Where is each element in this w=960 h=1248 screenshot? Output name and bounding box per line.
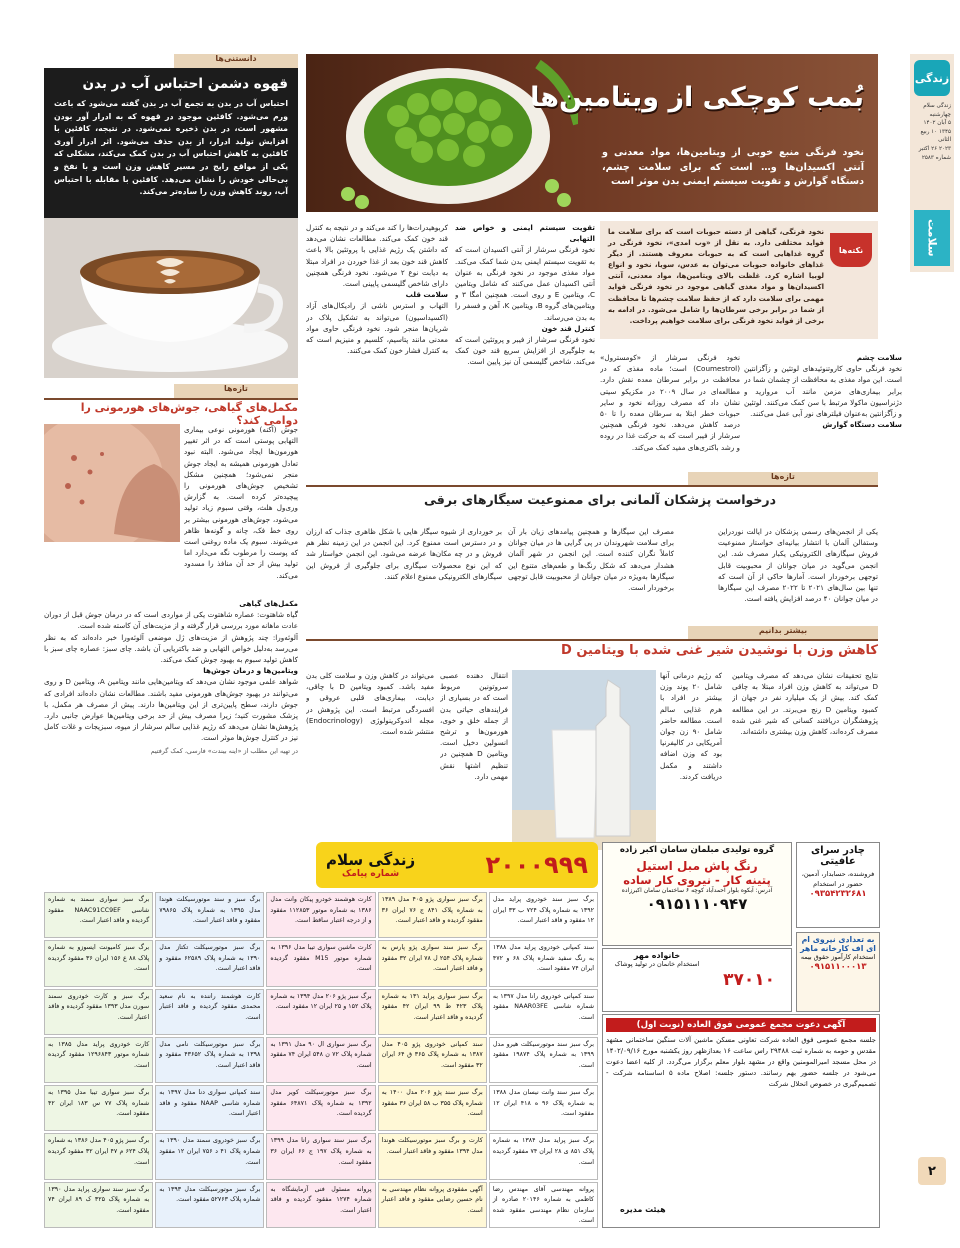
divider xyxy=(306,485,878,487)
classified-ad: برگ سبز سواری تیبا مدل ۱۳۹۵ به شماره پلاک ۷۷ س ۱۸۳ ایران ۴۲ مفقود است. xyxy=(44,1085,153,1131)
milk-tag xyxy=(688,626,878,639)
classified-ad: برگ سبز موتورسیکلت نامی مدل ۱۳۹۸ به شماره پلاک ۴۳۶۵۲ مفقود و فاقد اعتبار است. xyxy=(155,1037,264,1083)
tag-label: تازه‌ها xyxy=(771,472,795,481)
acne-body xyxy=(44,546,298,864)
ecig-col3: بر خورداری از شیوه سیگار هایی با شکل ظاهری جذاب که ارزان و در دسترس است ممنوع کرد. این انجمن در این زمینه نظر هم فروش و در چه مکان‌ها عرضه می‌شود. این انجمن خواستار شد که این نوع محصولات سیگاری برای جلوگیری از فروش این سیگارهای الکترونیکی ممنوع اعلام کنند. xyxy=(306,527,502,581)
peas-col3 xyxy=(306,222,448,472)
acne-text: شواهد علمی موجود نشان می‌دهد که ویتامین‌هایی مانند ویتامین A، ویتامین D و روی می‌توانند در بهبود جوش‌های هورمونی مفید باشند. مطالعات نشان داده‌اند افرادی که جوش دارند، سطح پایین‌تری از این ویتامین‌ها دارند. پیش از مصرف هر مکمل، با پزشک مشورت کنید؛ زیرا مصرف بیش از حد برخی ویتامین‌ها عوارض جانبی دارد. پژوهش‌ها نشان می‌دهد که رژیم غذایی سالم سرشار از میوه، سبزیجات و غلات کامل نیز در کنترل جوش‌ها موثر است. xyxy=(44,677,298,743)
sms-title: زندگی سلام xyxy=(326,851,416,869)
classified-ad: برگ سبز موتورسیکلت تکتاز مدل ۱۳۹۰ به شماره پلاک ۶۲۵۸۹ مفقود و فاقد اعتبار است. xyxy=(155,940,264,986)
classified-ad: کارت خودروی پراید مدل ۱۳۸۵ به شماره موتور ۱۲۹۶۸۴۳ مفقود گردیده است. xyxy=(44,1037,153,1083)
classified-ad: برگ سبز پراید مدل ۱۳۸۴ به شماره پلاک ۸۵۱ ی ۲۸ ایران ۷۴ مفقود گردیده است. xyxy=(489,1133,598,1179)
classified-ad: سند کمپانی خودروی رانا مدل ۱۳۹۷ به شماره شاسی NAAR03FE مفقود است. xyxy=(489,989,598,1035)
classified-ad: برگ سبز سواری پراید ۱۳۱ به شماره پلاک ۴۲۳ ط ۹۹ ایران ۴۲ مفقود گردیده و فاقد اعتبار است. xyxy=(378,989,487,1035)
classified-ad: برگ سبز و کارت خودروی سمند سورن مدل ۱۳۹۳ مفقود گردیده و فاقد اعتبار است. xyxy=(44,989,153,1035)
sms-banner xyxy=(316,842,598,888)
ad-body: فروشنده، حسابدار، آدمین، حضور در استخدام xyxy=(801,870,875,888)
classified-ad: برگ سبز موتورسیکلت کویر مدل ۱۳۹۲ به شماره پلاک ۶۴۸۷۱ مفقود گردیده است. xyxy=(266,1085,375,1131)
classifieds-grid xyxy=(44,892,598,1228)
sms-number: ۲۰۰۰۹۹۹ xyxy=(485,851,588,879)
acne-tag xyxy=(174,384,298,398)
classified-ad: برگ سبز سند خودروی پراید مدل ۱۳۹۲ به شماره پلاک ۷۲۴ ب ۳۳ ایران ۱۲ مفقود و فاقد اعتبار است. xyxy=(489,892,598,938)
notice-signature: هیئت مدیره xyxy=(620,1205,666,1214)
acne-sub-vitamins: ویتامین‌ها و درمان جوش‌ها xyxy=(203,666,298,676)
acne-text: گیاه شاهتوت: عصاره شاهتوت یکی از مواردی است که در درمان جوش قبل از دوران عادت ماهانه مورد بررسی قرار گرفته و از مزیت‌های آن کاسته شده است. xyxy=(44,610,298,631)
notice-body: جلسه مجمع عمومی فوق العاده شرکت تعاونی مسکن ماشین آلات سنگین ساختمانی مشهد مقدس و حومه به شماره ثبت ۲۹۴۸۸ راس ساعت ۱۶ بعدازظهر روز یکشنبه مورخ ۱۴۰۲/۰۹/۱۶ در محل مسجد امیرالمومنین واقع در مشهد بلوار معلم برگزار می‌گردد. از کلیه اعضا دعوت می‌شود در جلسه حضور بهم رسانند. دستور جلسه: اصلاح ماده ۵ اساسنامه شرکت - تصمیم‌گیری در خصوص انحلال شرکت xyxy=(606,1036,876,1088)
classified-ad: برگ سبز موتورسیکلت مدل ۱۳۹۳ به شماره پلاک ۵۲۷۶۳ مفقود است. xyxy=(155,1182,264,1228)
milk-glass-image xyxy=(512,670,656,850)
tag-label: تازه‌ها xyxy=(224,384,248,393)
peas-text: نخود فرنگی سرشار از آنتی اکسیدان است که به تقویت سیستم ایمنی بدن شما کمک می‌کند. مواد مغذی موجود در نخود فرنگی به عنوان آنتی اکسیدان عمل می‌کنند که شامل ویتامین C، ویتامین E و روی است. همچنین امگا ۳ و ویتامین‌های گروه B، ویتامین K، آهن و فسفر را به بدن می‌رساند. xyxy=(455,245,595,322)
classified-ad: برگ سبز پژو ۲۰۶ مدل ۱۳۹۴ به شماره پلاک ۱۵۲ و ۲۵ ایران ۱۲ مفقود است. xyxy=(266,989,375,1035)
nurse-ad xyxy=(796,932,880,1012)
divider xyxy=(306,639,878,641)
peas-sub-eye: سلامت چشم xyxy=(856,353,902,362)
ad-address: آدرس: آبکوه بلوار احمدآباد کوچه ۶ ساختمان سامان اکبرزاده xyxy=(621,887,773,894)
peas-text: نخود فرنگی حاوی کاروتنوئیدهای لوتئین و زآگزانتین است. این مواد مغذی به محافظت از چشمان شما در برابر بیماری‌های مزمن مانند آب مروارید و دژنراسیون ماکولا مرتبط با سن کمک می‌کنند. لوتئین و زآگزانتین به‌عنوان فیلترهای نور آبی عمل می‌کنند. xyxy=(744,364,902,419)
peas-col2 xyxy=(455,222,595,472)
notice-heading: آگهی دعوت مجمع عمومی فوق العاده (نوبت اول) xyxy=(606,1018,876,1032)
coffee-body: احتباس آب در بدن به تجمع آب در بدن گفته می‌شود که باعث ورم می‌شود. کافئین موجود در قهوه که به ادرار آور بودن مشهور است، در بدن ذخیره نمی‌شود. در نتیجه، کافئین با افزایش تولید ادرار، از بدن حذف می‌شود. اثر ادرار آوری کافئین به کاهش احتباس آب در بدن کمک می‌کند، مشکلی که یکی از مواقع رایج در مسیر کاهش وزن است و با نفخ و بی‌حالی خودش را نشان می‌دهد. کافئین با مقابله با احتباس آب، روند کاهش وزن را ساده‌تر می‌کند. xyxy=(54,99,288,197)
section-label: سلامت xyxy=(914,210,950,266)
peas-sub-heart: سلامت قلب xyxy=(405,290,448,300)
classified-ad: کارت هوشمند راننده به نام سعید محمدی مفقود گردیده و فاقد اعتبار است. xyxy=(155,989,264,1035)
classified-ad: برگ سبز و سند موتورسیکلت هوندا مدل ۱۳۹۵ به شماره پلاک ۷۹۸۶۵ مفقود و فاقد اعتبار است. xyxy=(155,892,264,938)
peas-sub-immune: تقویت سیستم ایمنی و خواص ضد التهابی xyxy=(455,223,595,244)
milk-col4: می‌تواند در کاهش وزن و سلامت کلی بدن مفید باشد. کمبود ویتامین D با چاقی، دیابت، بیماری‌های قلبی عروقی و افسردگی مرتبط است. این پژوهش در مجله اندوکرینولوژی (Endocrinology) منتشر شده است. xyxy=(306,671,434,737)
milk-col1: نتایج تحقیقات نشان می‌دهد که مصرف ویتامین D می‌تواند به کاهش وزن افراد مبتلا به چاقی کمک کند. بیش از یک میلیارد نفر در جهان از کمبود ویتامین D رنج می‌برند. در این مطالعه پژوهشگران دریافتند کسانی که شیر غنی شده مصرف کرده‌اند، کاهش وزن بیشتری داشته‌اند. xyxy=(732,671,878,737)
sms-label: شماره پیامک xyxy=(342,869,400,879)
mehr-ad xyxy=(602,948,792,1012)
assembly-notice xyxy=(602,1014,880,1228)
peas-bowl-image xyxy=(318,54,578,212)
peas-title: بُمب کوچکی از ویتامین‌ها xyxy=(530,82,864,113)
tent-ad xyxy=(796,842,880,928)
milk-title: کاهش وزن با نوشیدن شیر غنی شده با ویتامین D xyxy=(561,643,878,658)
acne-intro: جوش (آکنه) هورمونی نوعی بیماری التهابی پوستی است که در اثر تغییر هورمون‌ها ایجاد می‌شود. البته نبود تعادل هورمونی همیشه به ایجاد جوش منجر نمی‌شود؛ همچنین مشکل تشخیص جوش‌های هورمونی را پیچیده‌تر کرده است. به گزارش وری‌ول هلث، وقتی سبوم زیاد تولید می‌شود، جوش‌های هورمونی بیشتر بر روی خط فک، چانه و گونه‌ها ظاهر می‌شوند. سبوم یک ماده روغنی است که پوست را مرطوب نگه می‌دارد اما تولید بیش از حد آن منافذ را مسدود می‌کند. xyxy=(184,425,298,580)
peas-col1b: نخود فرنگی سرشار از «کومسترول» (Coumestrol) است؛ ماده مغذی که در محافظت در برابر سرطان معده نقش دارد. مطالعه‌ای در سال ۲۰۰۹ در مکزیکو سیتی نشان داد که مصرف روزانه نخود و سایر حبوبات خطر ابتلا به سرطان معده را تا ۵۰ درصد کاهش می‌دهد. نخود فرنگی همچنین سرشار از فیبر است که به حرکت غذا در روده و رشد باکتری‌های مفید کمک می‌کند. xyxy=(600,353,740,452)
note-text: نخود فرنگی، گیاهی از دسته حبوبات است که برای سلامت ما فواید مختلفی دارد. به نقل از «وب امدی»، نخود فرنگی در گروه غذاهایی است که به حبوبات معروف هستند. از دیگر غذاهای خانواده حبوبات می‌توان به عدس، سویا، نخود و انواع لوبیا اشاره کرد. غلظت بالای ویتامین‌ها، مواد معدنی، آنتی اکسیدان‌ها و مواد مغذی گیاهی موجود در نخود فرنگی فواید مهمی برای سلامت دارد که از حفظ سلامت چشم‌ها تا محافظت از شما در برابر برخی سرطان‌ها را شامل می‌شود. در ادامه به برخی از فواید نخود فرنگی برای سلامت خواهیم پرداخت. xyxy=(608,228,824,325)
ad-line: پتینه کار - نیروی کار ساده xyxy=(623,873,771,887)
classified-ad: سند کمپانی سواری دنا مدل ۱۳۹۷ به شماره شاسی NAAP مفقود و فاقد اعتبار است. xyxy=(155,1085,264,1131)
classified-ad: برگ سبز پژو ۴۰۵ مدل ۱۳۸۶ به شماره پلاک ۶۲۴ م ۴۷ ایران ۳۲ مفقود گردیده است. xyxy=(44,1133,153,1179)
ad-phone: ۳۷۰۱۰ xyxy=(723,970,775,990)
classified-ad: پروانه مهندسی آقای مهندس رضا کاظمی به شماره ۲۰۱۴۶ صادره از سازمان نظام مهندسی مفقود شده است. xyxy=(489,1182,598,1228)
note-label: نکته‌ها xyxy=(830,233,872,267)
peas-col1 xyxy=(744,352,902,472)
classified-ad: برگ سبز سند موتورسیکلت هیرو مدل ۱۳۹۹ به شماره پلاک ۱۹۸۷۴ مفقود است. xyxy=(489,1037,598,1083)
logo: زندگی xyxy=(914,60,950,96)
classified-ad: برگ سبز کامیونت ایسوزو به شماره پلاک ۸۸ ع ۱۵۶ ایران ۳۶ مفقود گردیده است. xyxy=(44,940,153,986)
tag-label: دانستنی‌ها xyxy=(215,54,257,63)
peas-sub-sugar: کنترل قند خون xyxy=(541,323,595,333)
peas-header xyxy=(306,54,878,212)
ecig-col1: یکی از انجمن‌های رسمی پزشکان در ایالت نوردراین وستفالن آلمان با انتشار بیانیه‌ای خواستار ممنوعیت فروش سیگارهای الکترونیکی یکبار مصرف شد. این انجمن می‌گوید در میان جوانان از محبوبیت قابل توجهی برخوردار است. آمارها حاکی از آن است که تنها بین سال‌های ۲۰۲۱ تا ۲۰۲۲ مصرف این سیگارها در میان جوانان ۴۰ درصد افزایش یافته است. xyxy=(718,527,878,604)
coffee-tag xyxy=(174,54,298,68)
classified-ad: برگ سبز سواری ال ۹۰ مدل ۱۳۹۱ به شماره پلاک ۷۲ ن ۵۴۸ ایران ۷۴ مفقود است. xyxy=(266,1037,375,1083)
tag-label: بیشتر بدانیم xyxy=(758,626,808,635)
peas-text: کربوهیدرات‌ها را کند می‌کند و در نتیجه به کنترل قند خون کمک می‌کند. مطالعات نشان می‌دهد که داشتن یک رژیم غذایی با پروتئین بالا باعث کاهش قند خون بعد از غذا خوردن در افراد مبتلا به دیابت نوع ۲ می‌شود. نخود فرنگی همچنین دارای شاخص گلیسمی پایینی است. xyxy=(306,223,448,289)
ad-body: استخدام خانمان در تولید پوشاک xyxy=(614,960,700,968)
ecig-tag xyxy=(688,472,878,485)
peas-note xyxy=(600,221,878,339)
ad-phone: ۰۹۱۵۱۱۱۰۹۴۷ xyxy=(646,895,748,913)
classified-ad: برگ سبز سند سواری رانا مدل ۱۳۹۹ به شماره پلاک ۱۹۷ ج ۶۶ ایران ۳۶ مفقود است. xyxy=(266,1133,375,1179)
milk-col2: که رژیم درمانی آنها شامل ۲۰ پوند وزن بیشتر در افراد با هرم غذایی سالم است. مطالعه حاضر شامل ۹۰ زن جوان آمریکایی در کالیفرنیا بود که وزن اضافه داشتند و مکمل دریافت کردند. xyxy=(660,671,722,781)
sms-labels xyxy=(326,851,415,879)
classified-ad: برگ سبز سواری سمند به شماره شاسی NAAC91CC9EF مفقود گردیده و فاقد اعتبار است. xyxy=(44,892,153,938)
classified-ad: کارت هوشمند خودرو پیکان وانت مدل ۱۳۸۶ به شماره موتور ۱۱۲۸۵۳ مفقود و از درجه اعتبار ساقط است. xyxy=(266,892,375,938)
page-number: ۲ xyxy=(918,1157,946,1185)
milk-col3: انتقال دهنده عصبی سروتونین مربوط است که در بسیاری از فرایندهای حیاتی بدن از جمله خلق و خوی، هورمون‌ها و ترشح انسولین دخیل است. ویتامین D همچنین در تنظیم اشتها نقش مهمی دارد. xyxy=(440,671,508,781)
ad-body: استخدام کارآموز حقوق بیمه xyxy=(800,953,876,961)
classified-ad: برگ سبز سند سواری پژو پارس به شماره پلاک ۲۵۴ ل ۷۸ ایران ۳۲ مفقود و فاقد اعتبار است. xyxy=(378,940,487,986)
coffee-title: قهوه دشمن احتباس آب در بدن xyxy=(82,76,288,92)
ad-heading: به تعدادی نیروی ام ای اف کارخانه ماهر xyxy=(800,935,876,953)
classified-ad: سند کمپانی خودروی پژو ۴۰۵ مدل ۱۳۸۷ به شماره پلاک ۳۶۵ ق ۶۴ ایران ۳۲ مفقود است. xyxy=(378,1037,487,1083)
classified-ad: برگ سبز سواری پژو ۴۰۵ مدل ۱۳۸۹ به شماره پلاک ۸۴۱ ج ۷۶ ایران ۳۶ مفقود گردیده و فاقد اعتبار است. xyxy=(378,892,487,938)
ecig-col2: مصرف این سیگارها و همچنین پیامدهای زیان بار آن برای سلامت شهروندان در پی گرایی ها در میان جوانان کاملاً نگران کننده است. این انجمن در شهر آلمان هشدار می‌دهد که شکل رنگ‌ها و طعم‌های متنوع این سیگارها به‌ویژه در میان جوانان از محبوبیت قابل توجهی برخوردار است. xyxy=(508,527,674,593)
peas-text: نخود فرنگی سرشار از فیبر و پروتئین است که به جلوگیری از افزایش سریع قند خون کمک می‌کند. شاخص گلیسمی آن نیز پایین است. xyxy=(455,335,595,367)
ad-text xyxy=(605,951,709,1009)
classified-ad: برگ سبز خودروی سمند مدل ۱۳۹۰ به شماره پلاک ۴۱ د ۷۵۶ ایران ۱۲ مفقود است. xyxy=(155,1133,264,1179)
ad-heading: خانواده مهر xyxy=(633,951,681,960)
ad-heading: چادر سرای عافیتی xyxy=(811,845,865,867)
classified-ad: برگ سبز سند پژو ۲۰۶ مدل ۱۴۰۰ به شماره پلاک ۳۵۵ ب ۵۸ ایران ۳۶ مفقود است. xyxy=(378,1085,487,1131)
divider xyxy=(44,398,298,400)
classified-ad: برگ سبز سند وانت نیسان مدل ۱۳۸۸ به شماره پلاک ۹۶ ه ۴۱۸ ایران ۱۲ مفقود است. xyxy=(489,1085,598,1131)
acne-title: مکمل‌های گیاهی، جوش‌های هورمونی را دوامی کند؟ xyxy=(80,401,298,427)
classified-ad: سند کمپانی خودروی پراید مدل ۱۳۸۸ به رنگ سفید شماره پلاک ۶۸ و ۴۷۲ ایران ۷۴ مفقود است. xyxy=(489,940,598,986)
ad-heading: گروه تولیدی مبلمان سامان اکبر زاده xyxy=(619,845,775,855)
classified-ad: کارت ماشین سواری تیبا مدل ۱۳۹۶ به شماره موتور M15 مفقود گردیده است. xyxy=(266,940,375,986)
ecig-title: درخواست پزشکان آلمانی برای ممنوعیت سیگارهای برقی xyxy=(424,492,776,507)
furniture-ad xyxy=(602,842,792,946)
sidebar xyxy=(910,54,954,272)
issue-info: زندگی سلام چهارشنبه ۵ آبان ۱۴۰۲ ۱۳۴۵ ۱۰ ربیع الثانی ۲۰۲۳ ۲۶ اکتبر شماره ۲۵۸۳ xyxy=(918,103,951,161)
ad-phone: ۰۹۳۵۴۲۳۲۶۸۱ xyxy=(809,889,867,899)
classified-ad: کارت و برگ سبز موتورسیکلت هوندا مدل ۱۳۹۴ مفقود و فاقد اعتبار است. xyxy=(378,1133,487,1179)
ad-sub: رنگ پاش مبل استیل xyxy=(636,859,758,873)
peas-lead: نخود فرنگی منبع خوبی از ویتامین‌ها، مواد معدنی و آنتی اکسیدان‌ها و… است که برای سلامت چشم، دستگاه گوارش و تقویت سیستم ایمنی بدن موثر است xyxy=(602,147,864,188)
coffee-box xyxy=(44,68,298,218)
peas-text: التهاب و استرس ناشی از رادیکال‌های آزاد (اکسیداسیون) می‌تواند به تشکیل پلاک در شریان‌ها منجر شود. نخود فرنگی حاوی مواد معدنی مانند پتاسیم، کلسیم و منیزیم است که به کنترل فشار خون کمک می‌کنند. xyxy=(306,301,448,356)
classified-ad: برگ سبز سند سواری پراید مدل ۱۳۹۰ به شماره پلاک ۳۲۵ ک ۸۹ ایران ۷۴ مفقود است. xyxy=(44,1182,153,1228)
classified-ad: آگهی مفقودی پروانه نظام مهندسی به نام حسین رضایی مفقود و فاقد اعتبار است. xyxy=(378,1182,487,1228)
classified-ad: پروانه مسئول فنی آزمایشگاه به شماره ۱۲۷۴ مفقود گردیده و فاقد اعتبار است. xyxy=(266,1182,375,1228)
acne-skin-image xyxy=(44,424,180,542)
acne-sub-herbs: مکمل‌های گیاهی xyxy=(239,599,298,608)
coffee-cup-image xyxy=(44,218,298,378)
ad-phone: ۰۹۱۵۱۱۰۰۰۱۳ xyxy=(809,962,867,972)
acne-text: آلوئه‌ورا: چند پژوهش از مزیت‌های ژل موضعی آلوئه‌ورا خبر داده‌اند که به نظر می‌رسد به‌دلیل خواص التهابی و ضد باکتریایی آن باشد. چای سبز: عصاره چای سبز با کاهش تولید سبوم به بهبود جوش کمک می‌کند. xyxy=(44,632,298,665)
peas-sub-gut: سلامت دستگاه گوارش xyxy=(822,420,902,430)
acne-source: در تهیه این مطلب از «اینه بیندت» فارسی، کمک گرفتیم xyxy=(150,746,298,755)
